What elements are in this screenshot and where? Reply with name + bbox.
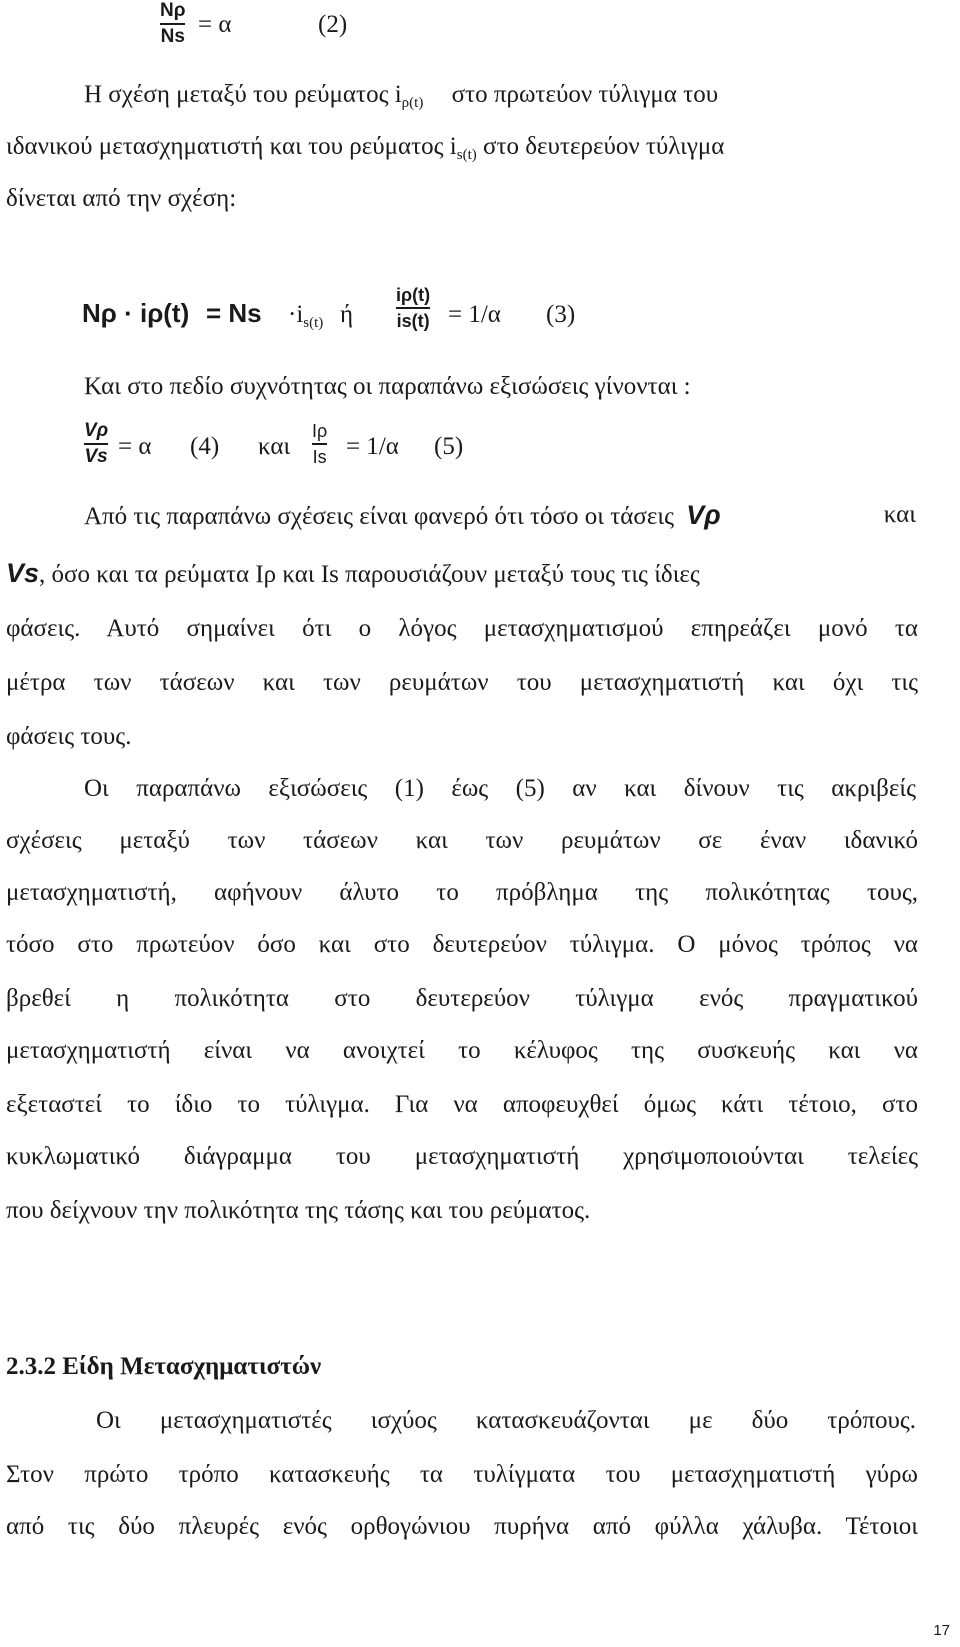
equation-3-lhs: Nρ · iρ(t): [82, 298, 190, 328]
paragraph-line: μετασχηματιστή, αφήνουν άλυτο το πρόβλημα της πολικότητας τους,: [6, 879, 918, 906]
equation-4-rhs: = α: [118, 433, 152, 460]
paragraph-line: εξεταστεί το ίδιο το τύλιγμα. Για να αποφευχθεί όμως κάτι τέτοιο, στο: [6, 1091, 918, 1118]
text-span: Η σχέση μεταξύ του ρεύματος i: [84, 81, 402, 108]
paragraph-line: που δείχνουν την πολικότητα της τάσης και του ρεύματος.: [6, 1197, 591, 1224]
fraction-numerator: iρ(t): [396, 285, 431, 305]
paragraph-line: τόσο στο πρωτεύον όσο και στο δευτερεύον τύλιγμα. Ο μόνος τρόπος να: [6, 931, 918, 958]
equation-3-fraction: [396, 284, 430, 332]
paragraph-line: κυκλωματικό διάγραμμα του μετασχηματιστή χρησιμοποιούνται τελείες: [6, 1143, 918, 1170]
paragraph-line: μέτρα των τάσεων και των ρευμάτων του μετασχηματιστή και όχι τις: [6, 669, 918, 696]
equation-2-fraction: [160, 0, 185, 48]
fraction-numerator: Nρ: [160, 0, 186, 21]
paragraph-line: βρεθεί η πολικότητα στο δευτερεύον τύλιγμα ενός πραγματικού: [6, 985, 918, 1012]
text-span: στο πρωτεύον τύλιγμα του: [451, 81, 719, 108]
voltage-symbol: Vs: [6, 558, 40, 588]
equation-4-label: (4): [190, 433, 220, 460]
paragraph-line: Οι παραπάνω εξισώσεις (1) έως (5) αν και δίνουν τις ακριβείς: [84, 775, 916, 802]
paragraph-line: [84, 80, 916, 118]
text-span: , όσο και τα ρεύματα Ιρ και Is παρουσιάζουν μεταξύ τους τις ίδιες: [39, 561, 700, 588]
page-number: 17: [933, 1622, 950, 1639]
fraction-numerator: Vρ: [84, 420, 109, 441]
text-span: ιδανικού μετασχηματιστή και του ρεύματος i: [6, 133, 457, 160]
equation-5-label: (5): [434, 433, 464, 460]
fraction-denominator: Vs: [84, 446, 108, 467]
paragraph-line: φάσεις. Αυτό σημαίνει ότι ο λόγος μετασχηματισμού επηρεάζει μονό τα: [6, 615, 918, 642]
equation-5-rhs: = 1/α: [346, 433, 399, 460]
equation-3-mid: = Ns: [206, 298, 262, 328]
section-heading: 2.3.2 Είδη Μετασχηματιστών: [6, 1353, 322, 1380]
frequency-domain-line: Και στο πεδίο συχνότητας οι παραπάνω εξισώσεις γίνονται :: [84, 373, 691, 400]
subscript: s(t): [456, 147, 477, 163]
fraction-bar: [84, 443, 108, 445]
equation-2-label: (2): [318, 11, 348, 38]
fraction-denominator: is(t): [396, 311, 430, 331]
fraction-numerator: Iρ: [312, 421, 328, 441]
paragraph-line: από τις δύο πλευρές ενός ορθογώνιου πυρήνα από φύλλα χάλυβα. Τέτοιοι: [6, 1513, 918, 1540]
paragraph-line: Στον πρώτο τρόπο κατασκευής τα τυλίγματα του μετασχηματιστή γύρω: [6, 1461, 918, 1488]
paragraph-line: [6, 132, 918, 170]
fraction-denominator: Is: [312, 447, 327, 467]
paragraph-line: Οι μετασχηματιστές ισχύος κατασκευάζονται με δύο τρόπους.: [96, 1407, 916, 1434]
paragraph-line: δίνεται από την σχέση:: [6, 185, 237, 212]
equation-2-rhs: = α: [198, 11, 232, 38]
equation-3-current: [288, 300, 323, 338]
text-span: και: [883, 501, 916, 528]
text-span: ·i: [288, 301, 304, 328]
text-span: Από τις παραπάνω σχέσεις είναι φανερό ότι τόσο οι τάσεις: [84, 503, 674, 530]
subscript: s(t): [303, 315, 324, 331]
fraction-bar: [396, 307, 430, 309]
voltage-symbol: Vρ: [686, 500, 721, 530]
equation-4-fraction: [84, 420, 108, 468]
paragraph-line: φάσεις τους.: [6, 723, 132, 750]
paragraph-line: [84, 500, 916, 532]
equation-3-or: ή: [340, 301, 354, 328]
fraction-bar: [160, 23, 185, 25]
paragraph-line: σχέσεις μεταξύ των τάσεων και των ρευμάτων σε έναν ιδανικό: [6, 827, 918, 854]
equation-3-label: (3): [546, 301, 576, 328]
equation-and: και: [258, 433, 291, 460]
paragraph-line: μετασχηματιστή είναι να ανοιχτεί το κέλυφος της συσκευής και να: [6, 1037, 918, 1064]
fraction-denominator: Ns: [160, 26, 185, 47]
text-span: στο δευτερεύον τύλιγμα: [483, 133, 725, 160]
equation-5-fraction: [312, 420, 327, 468]
paragraph-line: [6, 558, 918, 590]
fraction-bar: [312, 443, 327, 445]
equation-3-rhs: = 1/α: [448, 301, 501, 328]
subscript: ρ(t): [401, 95, 424, 111]
